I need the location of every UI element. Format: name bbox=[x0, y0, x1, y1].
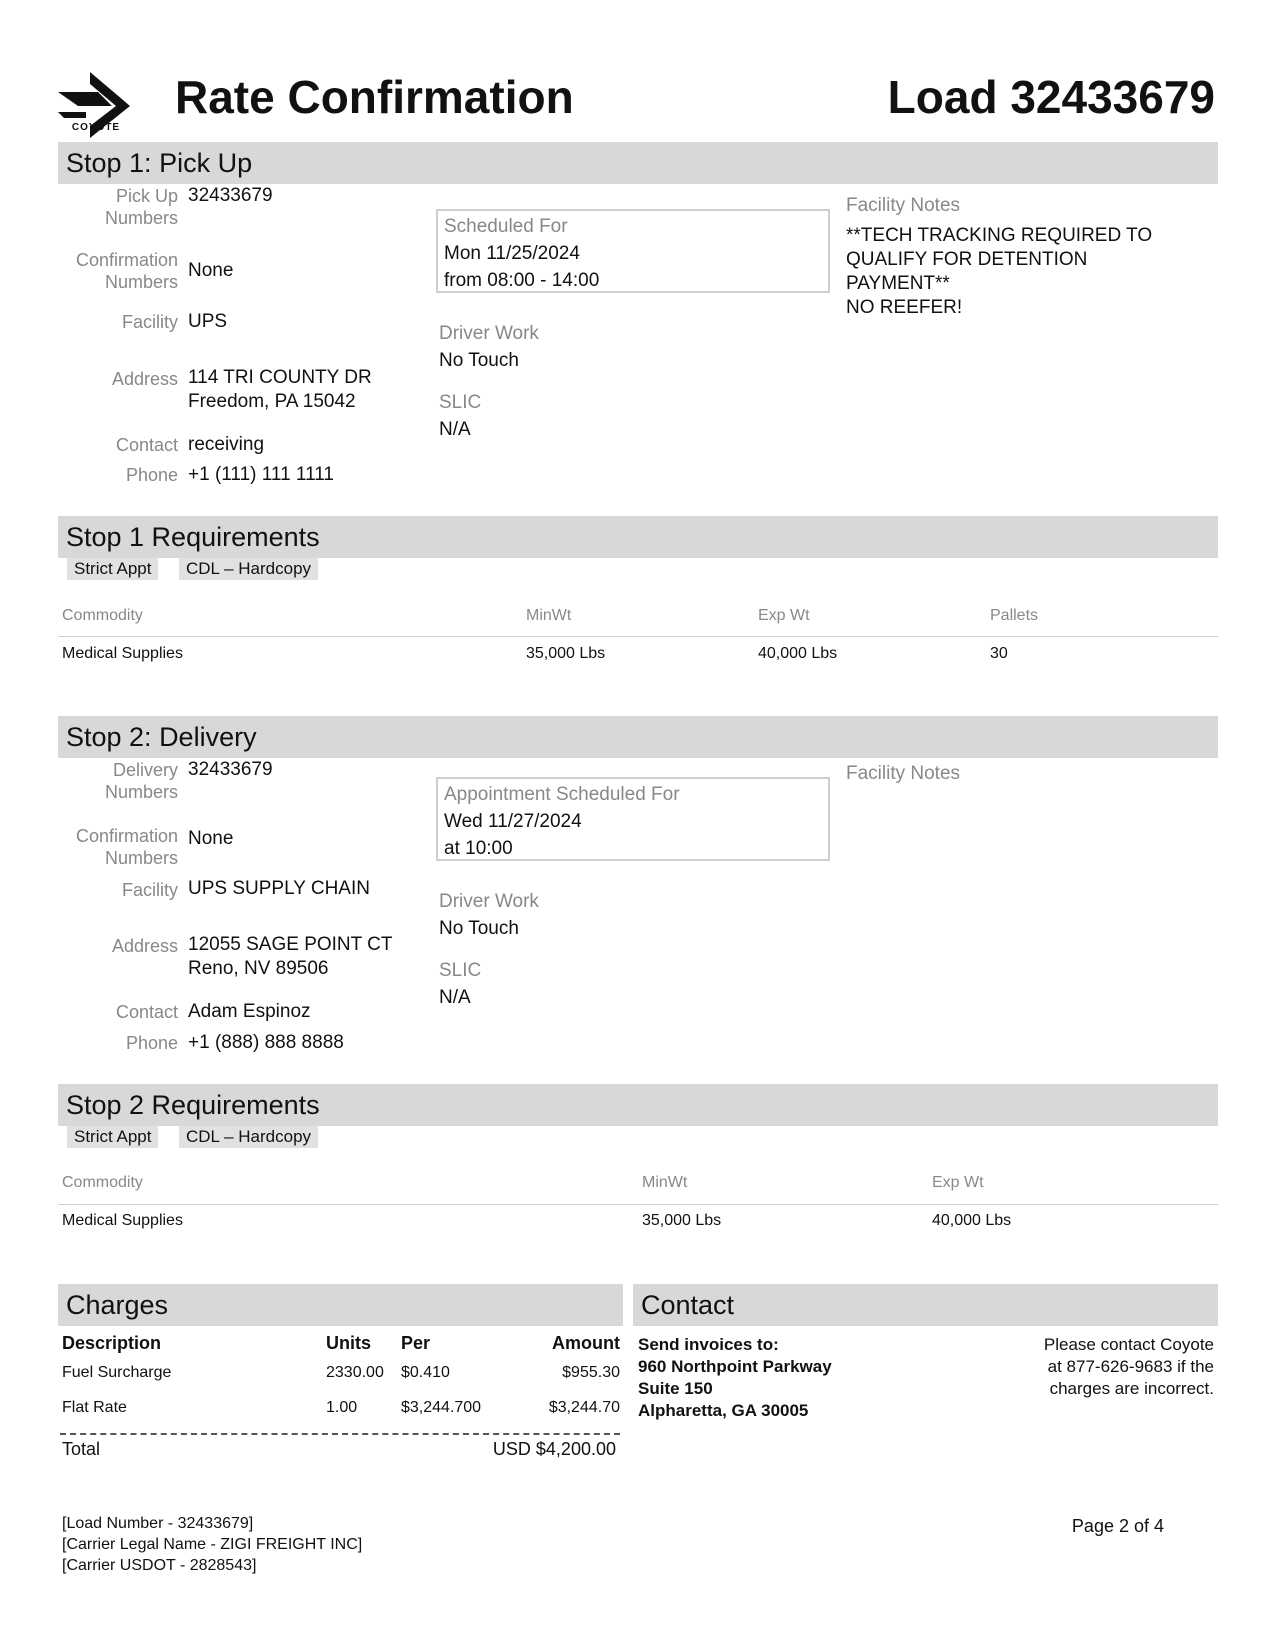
charge-units: 1.00 bbox=[326, 1399, 358, 1416]
stop1-pallets: 30 bbox=[990, 645, 1008, 662]
stop2-address-label: Address bbox=[111, 936, 178, 956]
stop1-slic: N/A bbox=[439, 419, 471, 440]
stop1-contact: receiving bbox=[188, 434, 265, 455]
page-title: Rate Confirmation bbox=[175, 71, 574, 123]
stop2-expwt: 40,000 Lbs bbox=[932, 1212, 1012, 1229]
logo-wordmark: COYOTE bbox=[71, 122, 121, 133]
charges-col-per: Per bbox=[401, 1333, 431, 1353]
stop1-facility-notes-label: Facility Notes bbox=[846, 195, 961, 216]
charge-amount: $955.30 bbox=[562, 1364, 620, 1381]
stop1-confirmation-label: Confirmation Numbers bbox=[75, 250, 178, 292]
requirement-tag: Strict Appt bbox=[67, 558, 158, 580]
stop1-slic-label: SLIC bbox=[439, 392, 482, 413]
stop1-minwt: 35,000 Lbs bbox=[526, 645, 606, 662]
stop2-facility-notes-label: Facility Notes bbox=[846, 763, 961, 784]
charge-amount: $3,244.70 bbox=[548, 1399, 620, 1416]
stop2-confirmation: None bbox=[188, 828, 234, 849]
stop2-phone: +1 (888) 888 8888 bbox=[188, 1032, 344, 1053]
stop2-commodity: Medical Supplies bbox=[62, 1212, 183, 1229]
charges-total-value: USD $4,200.00 bbox=[492, 1439, 616, 1459]
charges-col-units: Units bbox=[326, 1333, 371, 1353]
stop2-schedule-label: Appointment Scheduled For bbox=[444, 784, 680, 805]
stop1-schedule-date: Mon 11/25/2024 bbox=[444, 243, 580, 264]
contact-note: Please contact Coyote at 877-626-9683 if the charges are incorrect. bbox=[1043, 1335, 1214, 1398]
column-header-commodity: Commodity bbox=[62, 1174, 143, 1191]
stop1-facility-notes: **TECH TRACKING REQUIRED TO QUALIFY FOR DETENTION PAYMENT** NO REEFER! bbox=[846, 225, 1153, 318]
requirement-tag: CDL – Hardcopy bbox=[179, 558, 318, 580]
load-number-title: Load 32433679 bbox=[887, 71, 1215, 123]
column-header-commodity: Commodity bbox=[62, 607, 143, 624]
stop1-requirements-header: Stop 1 Requirements bbox=[58, 516, 1218, 558]
stop2-slic-label: SLIC bbox=[439, 960, 482, 981]
charges-header: Charges bbox=[58, 1284, 623, 1326]
stop1-expwt: 40,000 Lbs bbox=[758, 645, 838, 662]
table-divider bbox=[58, 1204, 1218, 1205]
charge-per: $3,244.700 bbox=[401, 1399, 482, 1416]
stop1-schedule-label: Scheduled For bbox=[444, 216, 568, 237]
stop2-header: Stop 2: Delivery bbox=[58, 716, 1218, 758]
stop2-numbers-label: Delivery Numbers bbox=[104, 760, 178, 802]
stop2-contact-label: Contact bbox=[115, 1002, 178, 1022]
stop1-header: Stop 1: Pick Up bbox=[58, 142, 1218, 184]
stop2-phone-label: Phone bbox=[125, 1033, 178, 1053]
stop2-facility-label: Facility bbox=[121, 880, 178, 900]
stop1-facility: UPS bbox=[188, 311, 228, 332]
stop2-slic: N/A bbox=[439, 987, 471, 1008]
stop2-minwt: 35,000 Lbs bbox=[642, 1212, 722, 1229]
charges-col-description: Description bbox=[62, 1333, 162, 1353]
charge-description: Fuel Surcharge bbox=[62, 1364, 172, 1381]
stop2-contact: Adam Espinoz bbox=[188, 1001, 311, 1022]
requirement-tag: CDL – Hardcopy bbox=[179, 1126, 318, 1148]
stop1-driver-work: No Touch bbox=[439, 350, 519, 371]
page-number: Page 2 of 4 bbox=[1071, 1516, 1164, 1536]
stop1-phone: +1 (111) 111 1111 bbox=[188, 464, 334, 485]
column-header-expwt: Exp Wt bbox=[758, 607, 810, 624]
stop1-address: 114 TRI COUNTY DR Freedom, PA 15042 bbox=[188, 367, 372, 412]
stop2-schedule-time: at 10:00 bbox=[444, 838, 513, 859]
charge-per: $0.410 bbox=[401, 1364, 450, 1381]
stop1-commodity: Medical Supplies bbox=[62, 645, 183, 662]
stop2-facility: UPS SUPPLY CHAIN bbox=[188, 878, 370, 899]
stop2-driver-work: No Touch bbox=[439, 918, 519, 939]
stop2-requirements-header: Stop 2 Requirements bbox=[58, 1084, 1218, 1126]
charges-total-label: Total bbox=[62, 1439, 101, 1459]
charge-description: Flat Rate bbox=[62, 1399, 127, 1416]
stop1-phone-label: Phone bbox=[125, 465, 178, 485]
requirement-tag: Strict Appt bbox=[67, 1126, 158, 1148]
stop1-numbers: 32433679 bbox=[188, 185, 273, 206]
stop2-driver-work-label: Driver Work bbox=[439, 891, 539, 912]
charges-col-amount: Amount bbox=[552, 1333, 620, 1353]
stop1-driver-work-label: Driver Work bbox=[439, 323, 539, 344]
invoice-address: Send invoices to: 960 Northpoint Parkway Suite 150 Alpharetta, GA 30005 bbox=[638, 1335, 832, 1420]
stop2-schedule-date: Wed 11/27/2024 bbox=[444, 811, 582, 832]
column-header-minwt: MinWt bbox=[526, 607, 572, 624]
contact-header: Contact bbox=[633, 1284, 1218, 1326]
stop2-numbers: 32433679 bbox=[188, 759, 273, 780]
column-header-minwt: MinWt bbox=[642, 1174, 688, 1191]
stop1-facility-label: Facility bbox=[121, 312, 178, 332]
column-header-expwt: Exp Wt bbox=[932, 1174, 984, 1191]
stop1-schedule-box bbox=[436, 209, 830, 293]
stop2-schedule-box bbox=[436, 777, 830, 861]
charges-total-divider bbox=[60, 1433, 620, 1435]
stop1-numbers-label: Pick Up Numbers bbox=[104, 186, 178, 228]
stop1-confirmation: None bbox=[188, 260, 234, 281]
table-divider bbox=[58, 636, 1218, 637]
column-header-pallets: Pallets bbox=[990, 607, 1039, 624]
stop2-confirmation-label: Confirmation Numbers bbox=[75, 826, 178, 868]
charge-units: 2330.00 bbox=[326, 1364, 384, 1381]
stop1-address-label: Address bbox=[111, 369, 178, 389]
stop2-address: 12055 SAGE POINT CT Reno, NV 89506 bbox=[188, 934, 393, 979]
footer-carrier-info: [Load Number - 32433679] [Carrier Legal Name - ZIGI FREIGHT INC] [Carrier USDOT - 2828543] bbox=[62, 1515, 363, 1574]
stop1-schedule-time: from 08:00 - 14:00 bbox=[444, 270, 600, 291]
stop1-contact-label: Contact bbox=[115, 435, 178, 455]
